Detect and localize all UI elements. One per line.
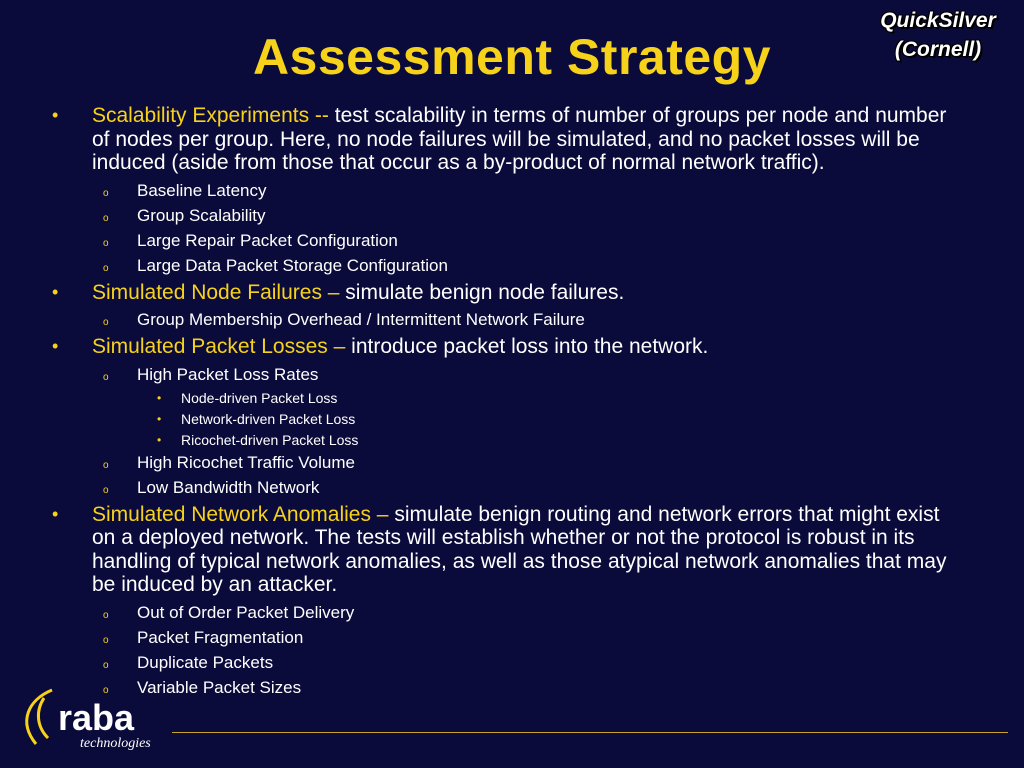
corner-label: [868, 6, 1008, 64]
sub-item: [0, 628, 1024, 647]
sub-sub-bullet-glyph: •: [157, 432, 162, 447]
logo-wordmark: raba: [58, 697, 135, 738]
sub-item: [0, 256, 1024, 275]
footer-divider: [172, 732, 1008, 733]
sub-bullet-glyph: o: [103, 659, 109, 671]
bullet-glyph: •: [52, 105, 59, 125]
bullet-text: simulate benign node failures.: [339, 280, 625, 304]
sub-item-label: Large Data Packet Storage Configuration: [137, 255, 448, 275]
sub-item: [0, 453, 1024, 472]
sub-item-label: Baseline Latency: [137, 180, 267, 200]
sub-bullet-glyph: o: [103, 484, 109, 496]
sub-item: [0, 365, 1024, 384]
bullet-packet-losses: [0, 335, 1024, 359]
raba-logo: [14, 684, 174, 754]
sub-sub-item-label: Ricochet-driven Packet Loss: [181, 431, 359, 448]
sub-item-label: Low Bandwidth Network: [137, 477, 320, 497]
corner-label-line-2: (Cornell): [894, 38, 982, 61]
sub-item: [0, 603, 1024, 622]
bullet-glyph: •: [52, 336, 59, 356]
bullet-glyph: •: [52, 281, 59, 302]
sub-item-label: Group Scalability: [137, 205, 266, 225]
slide-title: Assessment Strategy: [252, 29, 772, 85]
sub-sub-item: [0, 411, 1024, 427]
sub-item-label: High Ricochet Traffic Volume: [137, 452, 355, 472]
sub-bullet-glyph: o: [103, 634, 109, 646]
bullet-text: simulate benign routing and network errors that might exist on a deployed network. The tests will establish whether or not the protocol is robust in its handling of typical network anomalies, as well as those atypical network anomalies that may be induced by an attacker.: [92, 502, 947, 596]
bullet-list: [0, 104, 1024, 703]
sub-sub-bullet-glyph: •: [157, 390, 162, 405]
sub-bullet-glyph: o: [103, 187, 109, 199]
logo-subtext: technologies: [80, 736, 151, 751]
sub-sub-item-label: Node-driven Packet Loss: [181, 389, 338, 406]
logo-swoosh-inner-icon: [38, 698, 48, 738]
sub-item-label: Variable Packet Sizes: [137, 677, 302, 697]
bullet-glyph: •: [52, 503, 59, 524]
sub-item: [0, 310, 1024, 329]
sub-bullet-glyph: o: [103, 371, 109, 383]
sub-item-label: Packet Fragmentation: [137, 627, 304, 647]
sub-item-label: High Packet Loss Rates: [137, 364, 319, 384]
bullet-lead: Scalability Experiments --: [92, 104, 329, 127]
sub-sub-item-label: Network-driven Packet Loss: [181, 410, 356, 427]
sub-item-label: Group Membership Overhead / Intermittent Network Failure: [137, 310, 585, 329]
sub-bullet-glyph: o: [103, 237, 109, 249]
sub-bullet-glyph: o: [103, 317, 109, 328]
sub-bullet-glyph: o: [103, 684, 109, 696]
sub-item: [0, 478, 1024, 497]
sub-item-label: Duplicate Packets: [137, 652, 274, 672]
sub-item: [0, 653, 1024, 672]
bullet-node-failures: [0, 281, 1024, 305]
bullet-lead: Simulated Node Failures –: [92, 280, 340, 304]
bullet-text: test scalability in terms of number of groups per node and number of nodes per group. Here, no node failures will be simulated, and no packet losses will be induced (aside from those that occur as a by-product of normal network traffic).: [92, 104, 947, 174]
bullet-scalability: [0, 104, 1024, 175]
sub-bullet-glyph: o: [103, 459, 109, 471]
sub-item: [0, 181, 1024, 200]
bullet-lead: Simulated Network Anomalies –: [92, 502, 389, 526]
bullet-text: introduce packet loss into the network.: [345, 335, 709, 358]
sub-sub-item: [0, 390, 1024, 406]
sub-item: [0, 206, 1024, 225]
sub-bullet-glyph: o: [103, 212, 109, 224]
sub-item-label: Large Repair Packet Configuration: [137, 230, 398, 250]
sub-item: [0, 231, 1024, 250]
sub-item-label: Out of Order Packet Delivery: [137, 602, 355, 622]
corner-label-line-1: QuickSilver: [880, 9, 996, 32]
sub-sub-bullet-glyph: •: [157, 411, 162, 426]
bullet-lead: Simulated Packet Losses –: [92, 335, 346, 358]
bullet-network-anomalies: [0, 503, 1024, 597]
sub-bullet-glyph: o: [103, 609, 109, 621]
sub-bullet-glyph: o: [103, 262, 109, 274]
sub-sub-item: [0, 432, 1024, 448]
